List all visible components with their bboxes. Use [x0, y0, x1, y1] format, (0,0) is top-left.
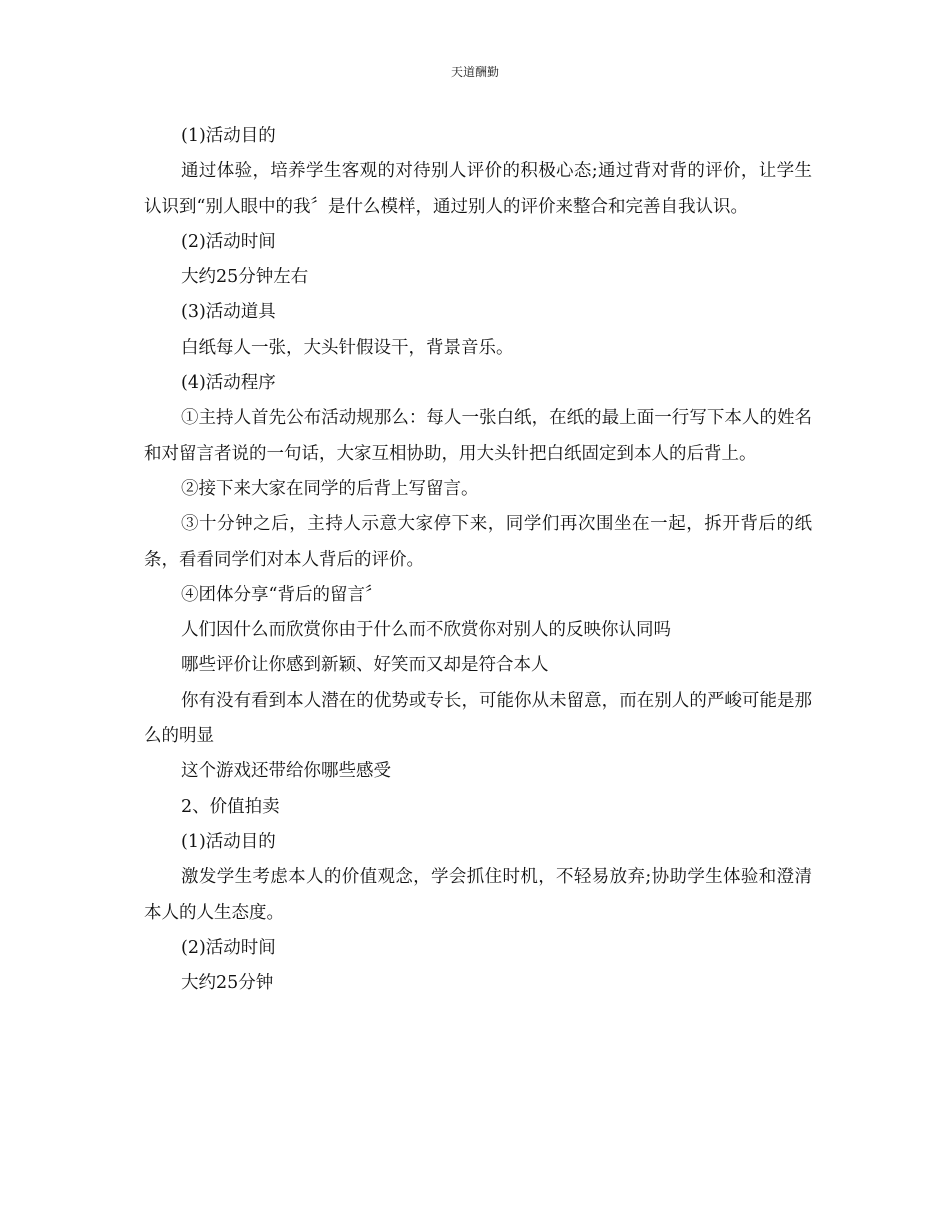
paragraph: 激发学生考虑本人的价值观念，学会抓住时机，不轻易放弃;协助学生体验和澄清本人的人生态度。	[144, 867, 812, 923]
paragraph: ②接下来大家在同学的后背上写留言。	[181, 478, 479, 499]
paragraph: (2)活动时间	[181, 937, 276, 958]
document-body	[144, 119, 812, 1001]
section-heading: 2、价值拍卖	[181, 796, 280, 817]
paragraph: (1)活动目的	[181, 126, 276, 146]
paragraph: 白纸每人一张，大头针假设干，背景音乐。	[181, 337, 514, 358]
paragraph: 人们因什么而欣赏你由于什么而不欣赏你对别人的反映你认同吗	[181, 620, 671, 641]
paragraph: 大约25分钟左右	[181, 267, 309, 288]
paragraph: 大约25分钟	[181, 973, 274, 994]
paragraph: 你有没有看到本人潜在的优势或专长，可能你从未留意，而在别人的严峻可能是那么的明显	[144, 690, 812, 747]
paragraph: (1)活动目的	[181, 831, 276, 852]
paragraph: ①主持人首先公布活动规那么：每人一张白纸，在纸的最上面一行写下本人的姓名和对留言者说的一句话，大家互相协助，用大头针把白纸固定到本人的后背上。	[144, 408, 812, 464]
paragraph: (2)活动时间	[181, 231, 276, 252]
paragraph: 哪些评价让你感到新颖、好笑而又却是符合本人	[181, 655, 549, 676]
paragraph: ④团体分享“背后的留言〞	[181, 584, 383, 605]
page-header: 天道酬勤	[450, 65, 499, 79]
paragraph: 通过体验，培养学生客观的对待别人评价的积极心态;通过背对背的评价，让学生认识到“别人眼中的我〞是什么模样，通过别人的评价来整合和完善自我认识。	[144, 161, 812, 217]
paragraph: ③十分钟之后，主持人示意大家停下来，同学们再次围坐在一起，拆开背后的纸条，看看同学们对本人背后的评价。	[144, 514, 812, 570]
paragraph: 这个游戏还带给你哪些感受	[181, 761, 391, 782]
paragraph: (4)活动程序	[181, 373, 276, 394]
paragraph: (3)活动道具	[181, 302, 276, 323]
